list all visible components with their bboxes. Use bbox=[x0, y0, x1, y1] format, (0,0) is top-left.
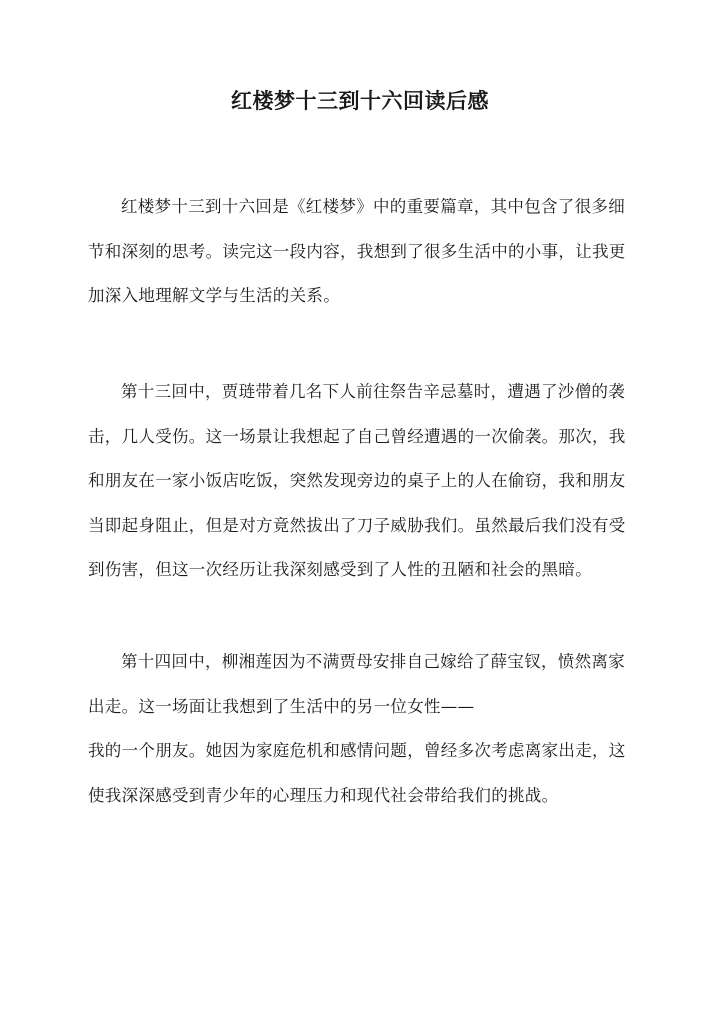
paragraph-line: 出走。这一场面让我想到了生活中的另一位女性—— bbox=[88, 696, 475, 716]
paragraph-line: 击，几人受伤。这一场景让我想起了自己曾经遭遇的一次偷袭。那次，我 bbox=[88, 426, 626, 446]
paragraph-2 bbox=[88, 370, 634, 593]
paragraph-line: 红楼梦十三到十六回是《红楼梦》中的重要篇章，其中包含了很多细 bbox=[121, 197, 625, 216]
paragraph-line: 使我深深感受到青少年的心理压力和现代社会带给我们的挑战。 bbox=[88, 785, 559, 805]
paragraph-line: 当即起身阻止，但是对方竟然拔出了刀子威胁我们。虽然最后我们没有受 bbox=[88, 515, 626, 535]
paragraph-1 bbox=[88, 185, 634, 319]
document-title: 红楼梦十三到十六回读后感 bbox=[231, 88, 489, 113]
paragraph-line: 第十四回中，柳湘莲因为不满贾母安排自己嫁给了薛宝钗，愤然离家 bbox=[121, 652, 625, 671]
paragraph-line: 和朋友在一家小饭店吃饭，突然发现旁边的桌子上的人在偷窃，我和朋友 bbox=[88, 471, 626, 490]
paragraph-line: 第十三回中，贾琏带着几名下人前往祭告辛忌墓时，遭遇了沙僧的袭 bbox=[121, 382, 625, 401]
paragraph-line: 到伤害，但这一次经历让我深刻感受到了人性的丑陋和社会的黑暗。 bbox=[88, 560, 592, 579]
paragraph-3 bbox=[88, 640, 634, 818]
paragraph-line: 我的一个朋友。她因为家庭危机和感情问题，曾经多次考虑离家出走，这 bbox=[88, 741, 626, 760]
paragraph-line: 加深入地理解文学与生活的关系。 bbox=[88, 286, 340, 305]
paragraph-line: 节和深刻的思考。读完这一段内容，我想到了很多生活中的小事，让我更 bbox=[88, 241, 626, 261]
